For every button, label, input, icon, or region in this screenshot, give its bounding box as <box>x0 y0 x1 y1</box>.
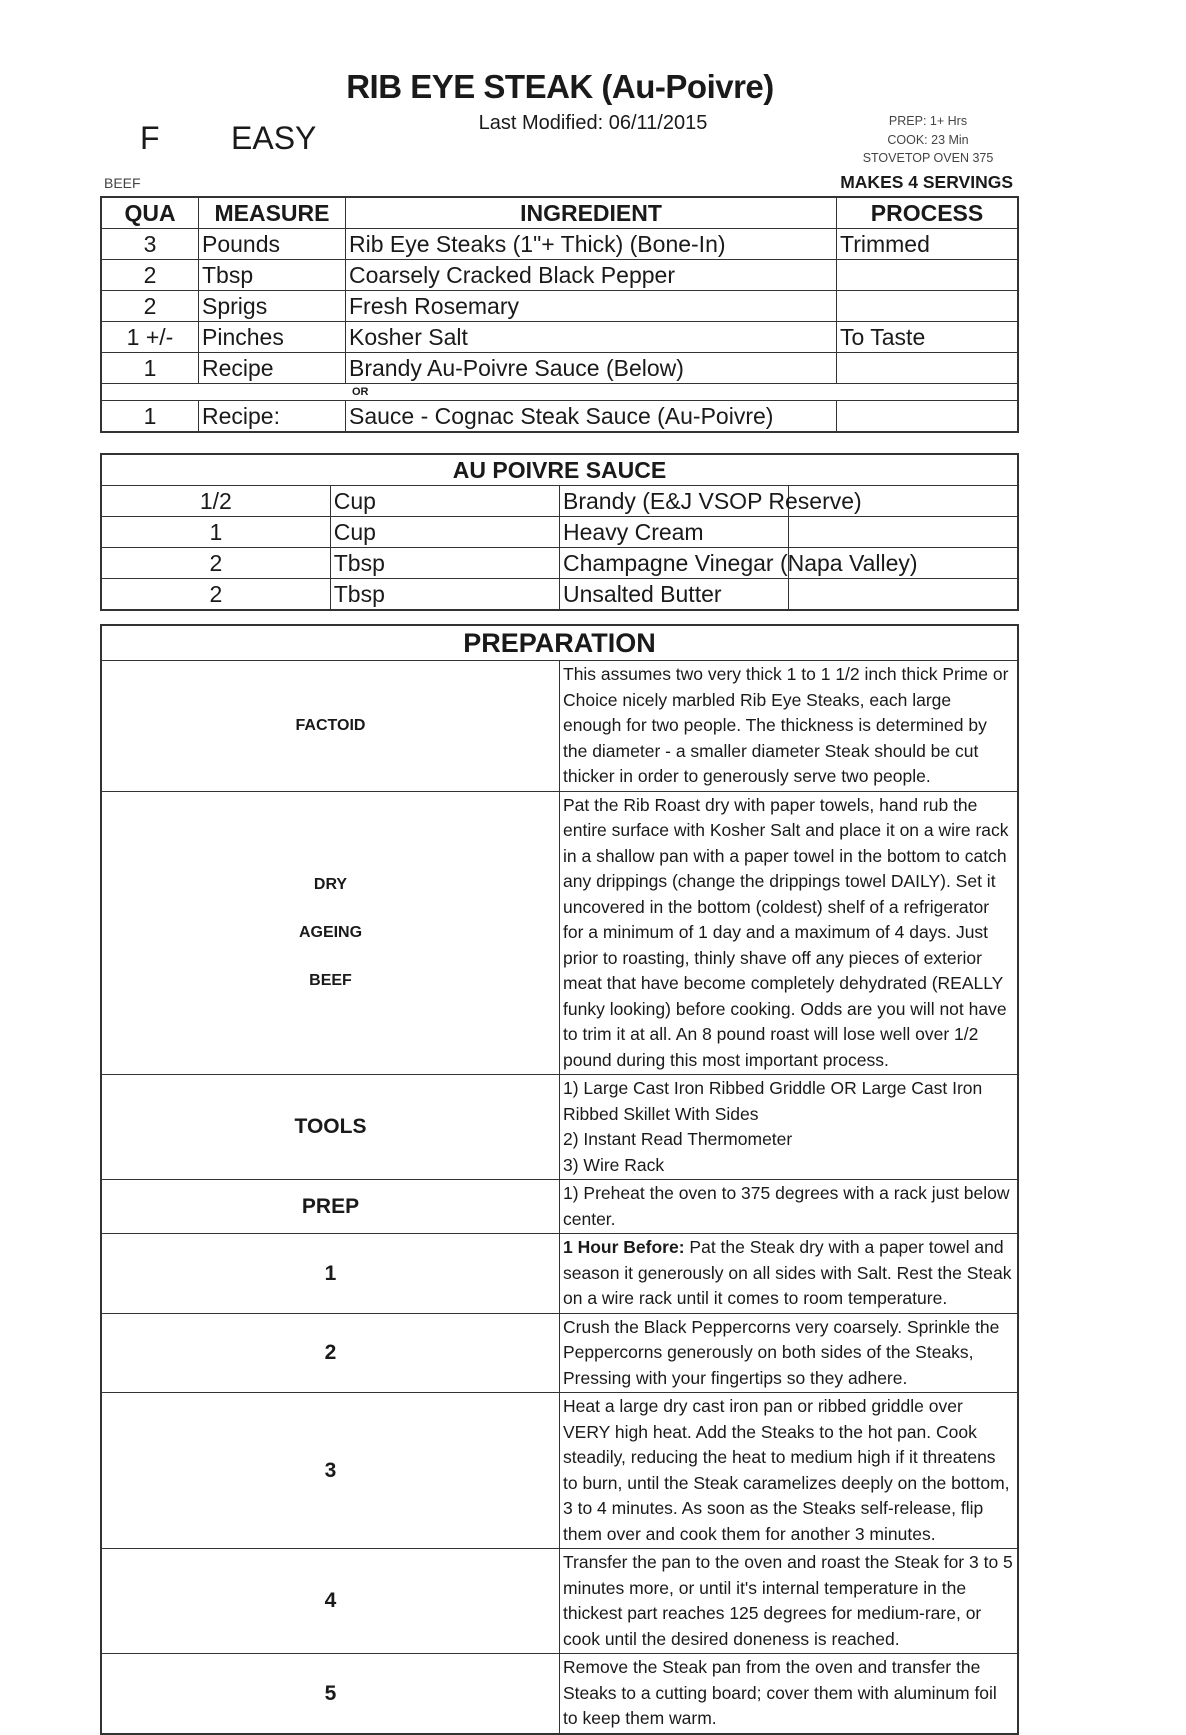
dry-ageing-label-line: AGEING <box>298 923 363 941</box>
cook-method: STOVETOP OVEN 375 <box>862 151 994 165</box>
step-row <box>101 1234 1018 1314</box>
ingredient-measure: Tbsp <box>199 260 346 291</box>
sauce-ingredient: Heavy Cream <box>560 517 789 548</box>
or-label: OR <box>101 384 1018 401</box>
preparation-header-row <box>101 625 1018 661</box>
sauce-measure: Cup <box>330 486 559 517</box>
step-number: 4 <box>101 1549 560 1654</box>
sauce-row <box>101 579 1018 611</box>
tools-list <box>560 1075 1019 1180</box>
sauce-ingredient: Unsalted Butter <box>560 579 789 611</box>
step-text <box>560 1234 1019 1314</box>
ingredient-qty: 1 <box>101 401 199 433</box>
sauce-qty: 1/2 <box>101 486 330 517</box>
sauce-process <box>789 517 1018 548</box>
ingredient-row <box>101 291 1018 322</box>
ingredient-process <box>837 291 1019 322</box>
step-number: 5 <box>101 1654 560 1734</box>
ingredient-qty: 2 <box>101 260 199 291</box>
or-separator-row <box>101 384 1018 401</box>
dry-ageing-label-line: DRY <box>313 875 348 893</box>
ingredient-process <box>837 260 1019 291</box>
sauce-ingredient: Champagne Vinegar (Napa Valley) <box>560 548 789 579</box>
step-number: 2 <box>101 1313 560 1393</box>
dry-ageing-text: Pat the Rib Roast dry with paper towels, hand rub the entire surface with Kosher Salt and place it on a wire rack in a shallow pan with a paper towel in the bottom to catch any drippings (change the drippings towel DAILY). Set it uncovered in the bottom (coldest) shelf of a refrigerator for a minimum of 1 day and a maximum of 4 days. Just prior to roasting, thinly shave off any pieces of exterior meat that have become completely dehydrated (REALLY funky looking) before cooking. Odds are you will not have to trim it at all. An 8 pound roast will lose well over 1/2 pound during this most important process. <box>560 791 1019 1075</box>
step-text: Remove the Steak pan from the oven and transfer the Steaks to a cutting board; cover them with aluminum foil to keep them warm. <box>560 1654 1019 1734</box>
ingredient-row <box>101 322 1018 353</box>
sauce-row <box>101 486 1018 517</box>
sauce-row <box>101 548 1018 579</box>
tool-item: 1) Large Cast Iron Ribbed Griddle OR Large Cast Iron Ribbed Skillet With Sides <box>563 1078 983 1124</box>
sauce-qty: 2 <box>101 548 330 579</box>
sauce-qty: 2 <box>101 579 330 611</box>
step-row <box>101 1313 1018 1393</box>
dry-ageing-label <box>101 791 560 1075</box>
category-label: BEEF <box>104 175 141 191</box>
sauce-title: AU POIVRE SAUCE <box>101 454 1018 486</box>
prep-row <box>101 1180 1018 1234</box>
tool-item: 3) Wire Rack <box>563 1154 665 1175</box>
col-header-measure: MEASURE <box>199 197 346 229</box>
step-number: 1 <box>101 1234 560 1314</box>
dry-ageing-label-line: BEEF <box>309 971 352 989</box>
ingredients-header-row <box>101 197 1018 229</box>
ingredient-measure: Pinches <box>199 322 346 353</box>
ingredient-qty: 3 <box>101 229 199 260</box>
sauce-measure: Tbsp <box>330 579 559 611</box>
factoid-text: This assumes two very thick 1 to 1 1/2 inch thick Prime or Choice nicely marbled Rib Eye Steaks, each large enough for two people. The thickness is determined by the diameter - a smaller diameter Steak should be cut thicker in order to generously serve two people. <box>560 661 1019 792</box>
prep-text: 1) Preheat the oven to 375 degrees with a rack just below center. <box>560 1180 1019 1234</box>
ingredient-measure: Sprigs <box>199 291 346 322</box>
col-header-qua: QUA <box>101 197 199 229</box>
ingredient-row <box>101 260 1018 291</box>
tool-item: 2) Instant Read Thermometer <box>563 1129 793 1149</box>
ingredient-qty: 1 +/- <box>101 322 199 353</box>
ingredient-row <box>101 353 1018 384</box>
ingredient-process: To Taste <box>837 322 1019 353</box>
ingredient-name: Rib Eye Steaks (1"+ Thick) (Bone-In) <box>346 229 837 260</box>
step-text: Heat a large dry cast iron pan or ribbed griddle over VERY high heat. Add the Steaks to the hot pan. Cook steadily, reducing the heat to medium high if it threatens to burn, until the Steak caramelizes deeply on the bottom, 3 to 4 minutes. As soon as the Steaks self-release, flip them over and cook them for another 3 minutes. <box>560 1393 1019 1549</box>
ingredient-name: Coarsely Cracked Black Pepper <box>346 260 837 291</box>
preparation-table <box>100 624 1019 1735</box>
tools-label: TOOLS <box>101 1075 560 1180</box>
ingredient-measure: Pounds <box>199 229 346 260</box>
servings-label: MAKES 4 SERVINGS <box>840 172 1013 192</box>
recipe-title: RIB EYE STEAK (Au-Poivre) <box>346 68 774 105</box>
ingredient-qty: 2 <box>101 291 199 322</box>
prep-label: PREP <box>101 1180 560 1234</box>
ingredient-name: Fresh Rosemary <box>346 291 837 322</box>
step-lead: 1 Hour Before: <box>563 1237 685 1257</box>
sauce-row <box>101 517 1018 548</box>
ingredient-row-alternative <box>101 401 1018 433</box>
timing-info <box>848 112 1008 168</box>
sauce-process <box>789 579 1018 611</box>
tools-row <box>101 1075 1018 1180</box>
ingredient-name: Sauce - Cognac Steak Sauce (Au-Poivre) <box>346 401 837 433</box>
step-text: Transfer the pan to the oven and roast the Steak for 3 to 5 minutes more, or until it's internal temperature in the thickest part reaches 125 degrees for medium-rare, or cook until the desired doneness is reached. <box>560 1549 1019 1654</box>
step-row <box>101 1654 1018 1734</box>
ingredient-name: Brandy Au-Poivre Sauce (Below) <box>346 353 837 384</box>
step-row <box>101 1393 1018 1549</box>
difficulty-label: EASY <box>231 120 317 156</box>
sauce-table <box>100 453 1019 611</box>
sauce-ingredient: Brandy (E&J VSOP Reserve) <box>560 486 789 517</box>
preparation-title: PREPARATION <box>101 625 1018 661</box>
sauce-measure: Tbsp <box>330 548 559 579</box>
ingredient-qty: 1 <box>101 353 199 384</box>
sauce-measure: Cup <box>330 517 559 548</box>
step-text: Crush the Black Peppercorns very coarsely. Sprinkle the Peppercorns generously on both sides of the Steaks, Pressing with your fingertips so they adhere. <box>560 1313 1019 1393</box>
ingredient-process: Trimmed <box>837 229 1019 260</box>
step-row <box>101 1549 1018 1654</box>
step-body: Pat the Steak dry with a paper towel and season it generously on all sides with Salt. Rest the Steak on a wire rack until it comes to room temperature. <box>563 1237 1012 1308</box>
sauce-header-row <box>101 454 1018 486</box>
cook-time: COOK: 23 Min <box>887 132 969 147</box>
ingredient-name: Kosher Salt <box>346 322 837 353</box>
prep-time: PREP: 1+ Hrs <box>888 114 968 128</box>
factoid-label: FACTOID <box>101 661 560 792</box>
col-header-process: PROCESS <box>837 197 1019 229</box>
dry-ageing-row <box>101 791 1018 1075</box>
step-number: 3 <box>101 1393 560 1549</box>
ingredient-measure: Recipe: <box>199 401 346 433</box>
last-modified: Last Modified: 06/11/2015 <box>478 112 708 134</box>
sauce-qty: 1 <box>101 517 330 548</box>
ingredient-row <box>101 229 1018 260</box>
ingredient-measure: Recipe <box>199 353 346 384</box>
ingredient-process <box>837 353 1019 384</box>
factoid-row <box>101 661 1018 792</box>
ingredients-table <box>100 196 1019 433</box>
ingredient-process <box>837 401 1019 433</box>
col-header-ingredient: INGREDIENT <box>346 197 837 229</box>
grade-label: F <box>140 120 160 156</box>
